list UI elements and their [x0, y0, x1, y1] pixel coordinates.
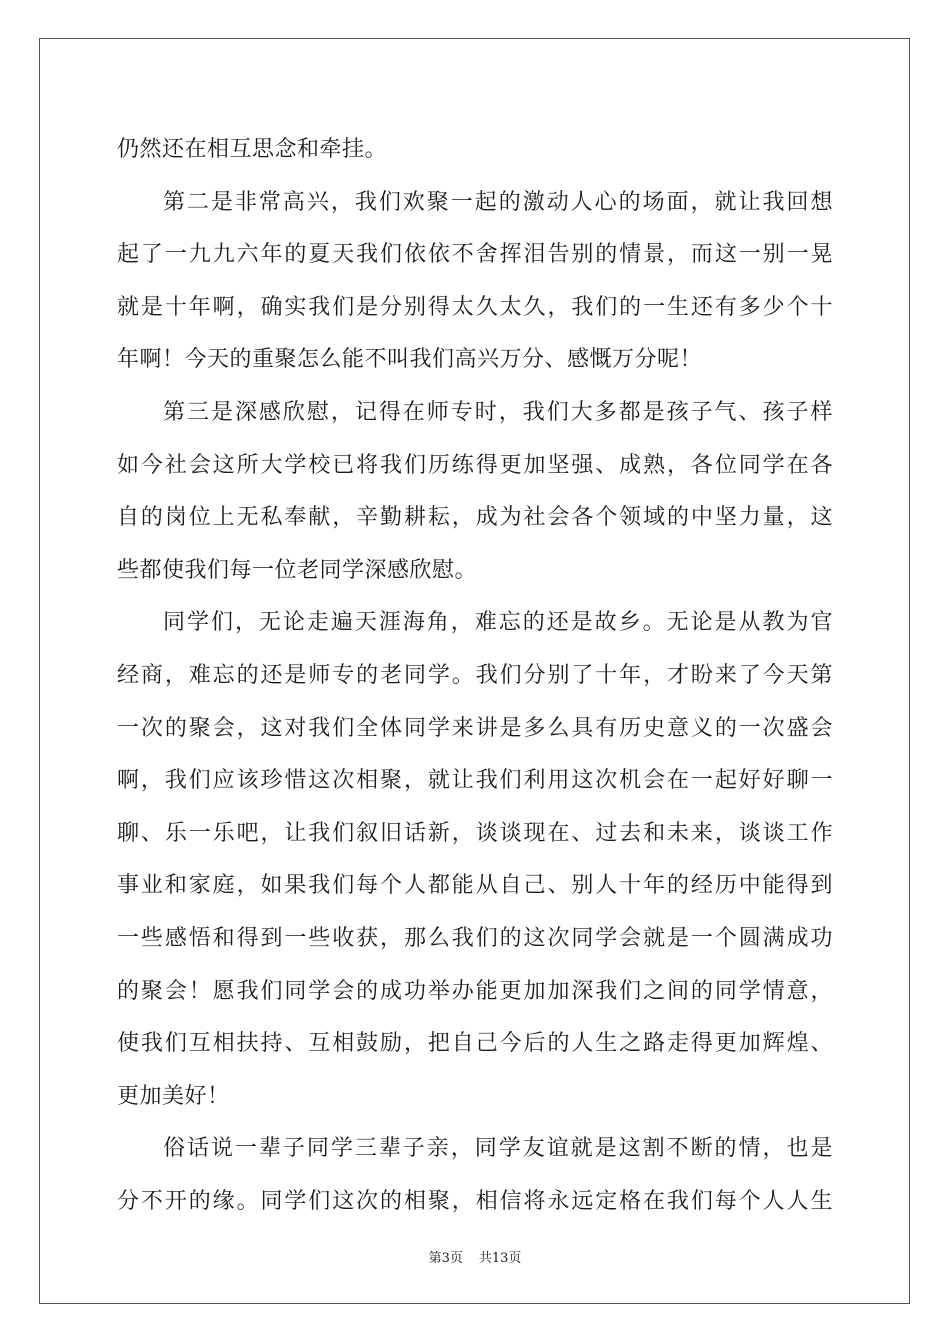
- text-line: 事业和家庭，如果我们每个人都能从自己、别人十年的经历中能得到: [117, 873, 833, 899]
- text-line: 分不开的缘。同学们这次的相聚，相信将永远定格在我们每个人人生: [117, 1188, 833, 1214]
- text-line: 如今社会这所大学校已将我们历练得更加坚强、成熟，各位同学在各: [117, 452, 833, 478]
- page-total: 共13页: [478, 1251, 522, 1266]
- text-line: 就是十年啊，确实我们是分别得太久太久，我们的一生还有多少个十: [117, 294, 833, 320]
- text-line: 第二是非常高兴，我们欢聚一起的激动人心的场面，就让我回想: [163, 189, 833, 215]
- text-line: 经商，难忘的还是师专的老同学。我们分别了十年，才盼来了今天第: [117, 662, 833, 688]
- text-line: 的聚会！愿我们同学会的成功举办能更加加深我们之间的同学情意，: [117, 978, 833, 1004]
- text-line: 第三是深感欣慰，记得在师专时，我们大多都是孩子气、孩子样: [163, 399, 833, 425]
- page-number: 第3页: [428, 1251, 463, 1266]
- text-line: 啊，我们应该珍惜这次相聚，就让我们利用这次机会在一起好好聊一: [117, 768, 833, 794]
- text-line: 使我们互相扶持、互相鼓励，把自己今后的人生之路走得更加辉煌、: [117, 1031, 833, 1057]
- text-line: 一次的聚会，这对我们全体同学来讲是多么具有历史意义的一次盛会: [117, 715, 833, 741]
- text-line: 仍然还在相互思念和牵挂。: [117, 137, 388, 162]
- text-line: 俗话说一辈子同学三辈子亲，同学友谊就是这割不断的情，也是: [163, 1136, 833, 1162]
- text-line: 些都使我们每一位老同学深感欣慰。: [117, 557, 478, 583]
- text-line: 自的岗位上无私奉献，辛勤耕耘，成为社会各个领域的中坚力量，这: [117, 505, 833, 531]
- page-footer: [0, 1247, 950, 1266]
- text-line: 同学们，无论走遍天涯海角，难忘的还是故乡。无论是从教为官: [163, 610, 833, 636]
- text-line: 年啊！今天的重聚怎么能不叫我们高兴万分、感慨万分呢！: [117, 347, 703, 373]
- text-line: 一些感悟和得到一些收获，那么我们的这次同学会就是一个圆满成功: [117, 925, 833, 951]
- text-line: 聊、乐一乐吧，让我们叙旧话新，谈谈现在、过去和未来，谈谈工作: [117, 820, 833, 846]
- document-body: [117, 124, 833, 1228]
- text-line: 更加美好！: [117, 1083, 230, 1109]
- text-line: 起了一九九六年的夏天我们依依不舍挥泪告别的情景，而这一别一晃: [117, 242, 833, 268]
